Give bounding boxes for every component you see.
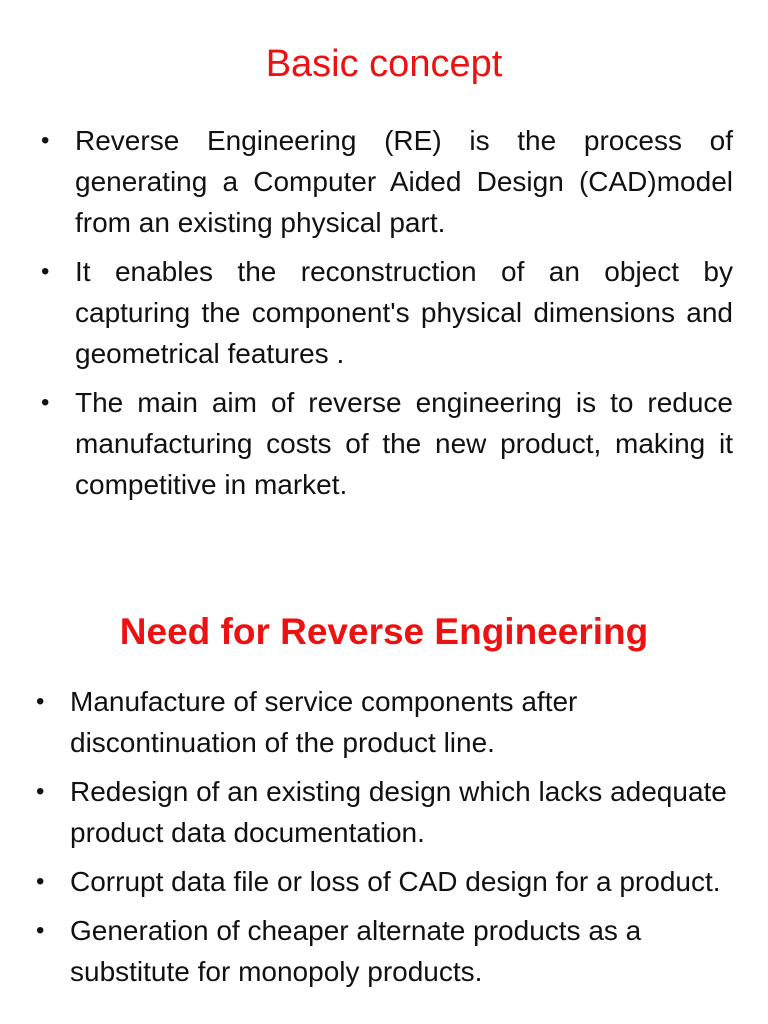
list-item [36, 681, 730, 763]
list-item [41, 120, 733, 243]
list-item [36, 771, 730, 853]
bullet-list [36, 681, 730, 992]
list-item-text: The main aim of reverse engineering is to reduce manufacturing costs of the new product, making it competitive in market. [75, 386, 733, 500]
list-item-text: Redesign of an existing design which lacks adequate product data documentation. [70, 775, 727, 848]
bullet-list [41, 120, 733, 505]
slide-need-for-re [0, 560, 768, 1024]
list-item-text: Manufacture of service components after discontinuation of the product line. [70, 685, 578, 758]
list-item-text: It enables the reconstruction of an object by capturing the component's physical dimensions and geometrical features . [75, 255, 733, 369]
list-item [36, 861, 730, 902]
bullet-icon: • [41, 257, 50, 285]
bullet-icon: • [36, 916, 45, 944]
list-item [36, 910, 730, 992]
list-item-text: Generation of cheaper alternate products as a substitute for monopoly products. [70, 914, 642, 987]
bullet-icon: • [36, 867, 45, 895]
bullet-icon: • [41, 126, 50, 154]
list-item [41, 382, 733, 505]
list-item-text: Corrupt data file or loss of CAD design for a product. [70, 865, 721, 897]
slide-title: Need for Reverse Engineering [119, 611, 649, 652]
bullet-icon: • [36, 777, 45, 805]
bullet-icon: • [36, 687, 45, 715]
list-item-text: Reverse Engineering (RE) is the process of generating a Computer Aided Design (CAD)model from an existing physical part. [75, 124, 733, 238]
list-item [41, 251, 733, 374]
slide-title: Basic concept [265, 43, 503, 85]
bullet-icon: • [41, 388, 50, 416]
